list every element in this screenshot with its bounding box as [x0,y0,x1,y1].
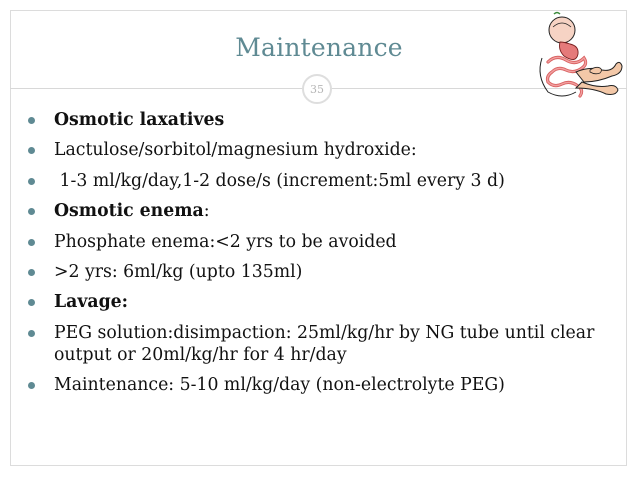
bullet-item [25,291,615,313]
bullet-text: 1-3 ml/kg/day,1-2 dose/s (increment:5ml every 3 d) [54,170,505,191]
bullet-dot-icon [28,239,35,246]
bullet-text: Osmotic laxatives [54,110,225,130]
bullet-text-suffix: : [203,201,210,222]
bullet-text: Lactulose/sorbitol/magnesium hydroxide: [54,140,417,161]
bullet-text: Lavage: [54,292,129,313]
bullet-item [25,139,615,161]
bullet-item [25,170,615,192]
bullet-list [25,109,615,405]
bullet-text: PEG solution:disimpaction: 25ml/kg/hr by NG tube until clear output or 20ml/kg/hr for 4 hr/day [54,322,595,365]
infant-digestive-system-icon [520,10,624,102]
bullet-dot-icon [28,178,35,185]
bullet-dot-icon [28,117,35,124]
bullet-dot-icon [28,299,35,306]
bullet-dot-icon [28,269,35,276]
bullet-dot-icon [28,330,35,337]
bullet-item [25,374,615,396]
bullet-dot-icon [28,147,35,154]
bullet-item [25,322,615,366]
bullet-item [25,109,615,131]
page-number-badge: 35 [302,74,332,104]
bullet-item [25,231,615,253]
bullet-dot-icon [28,382,35,389]
bullet-item [25,200,615,222]
bullet-text-bold: Osmotic enema [54,201,204,222]
bullet-text: Phosphate enema:<2 yrs to be avoided [54,231,397,252]
bullet-item [25,261,615,283]
slide-title: Maintenance [235,33,403,62]
bullet-text: >2 yrs: 6ml/kg (upto 135ml) [54,261,303,282]
bullet-dot-icon [28,208,35,215]
bullet-text: Maintenance: 5-10 ml/kg/day (non-electrolyte PEG) [54,375,505,396]
